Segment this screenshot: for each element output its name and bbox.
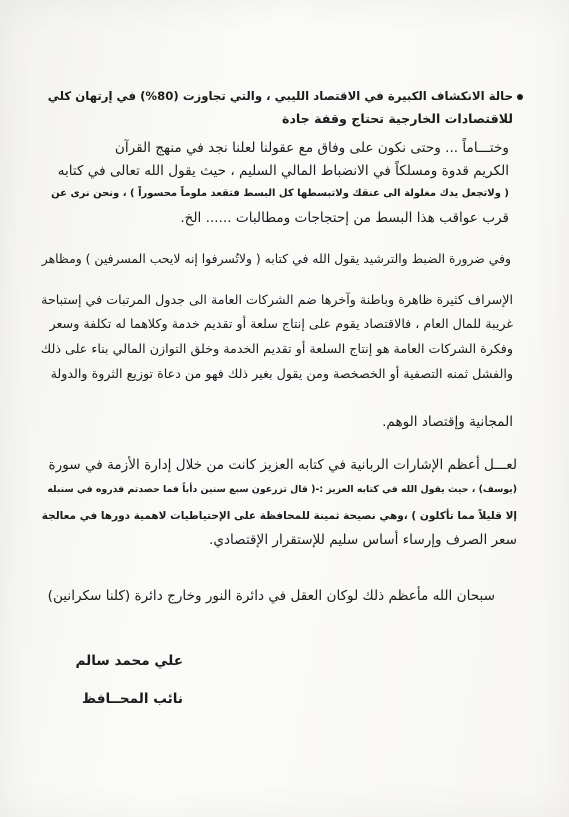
para3-line-4: والفشل ثمنه التصفية أو الخصخصة ومن يقول بغير ذلك فهو من دعاة توزيع الثروة والدولة xyxy=(50,366,513,381)
para1-line-2: الكريم قدوة ومسلكاً في الانضباط المالي السليم ، حيث يقول الله تعالى في كتابه xyxy=(57,163,509,179)
para1-line-3: ( ولاتجعل يدك مغلولة الى عنقك ولاتبسطها كل البسط فتقعد ملوماً محسوراً ) ، ونحن نرى عن xyxy=(51,188,509,199)
para4-line-4: سعر الصرف وإرساء أساس سليم للإستقرار الإقتصادي. xyxy=(209,532,517,548)
para4-line-3: إلا قليلاً مما تأكلون ) ،وهي نصيحة ثمينة للمحافظة على الإحتياطيات لاهمية دورها في معالجة xyxy=(41,510,517,522)
closing-line: سبحان الله مأعظم ذلك لوكان العقل في دائرة النور وخارج دائرة (كلنا سكرانين) xyxy=(47,588,495,604)
para3-line-2: غريبة للمال العام ، فالاقتصاد يقوم على إنتاج سلعة أو تقديم خدمة وكلاهما له تكلفة وسعر xyxy=(49,316,513,331)
para2-line-1: وفي ضرورة الضبط والترشيد يقول الله في كتابه ( ولاتُسرفوا إنه لايحب المسرفين ) ومظاهر xyxy=(41,251,511,266)
signature-title: نائب المحــافظ xyxy=(82,691,183,707)
para4-line-1: لعـــل أعظم الإشارات الربانية في كتابه العزيز كانت من خلال إدارة الأزمة في سورة xyxy=(48,457,517,473)
signature-name: علي محمد سالم xyxy=(75,653,183,669)
para4-line-2: (يوسف) ، حيث يقول الله في كتابه العزيز :-( قال تزرعون سبع سنين دأباً فما حصدتم فذروه في سنبله xyxy=(47,484,517,495)
para1-line-4: قرب عواقب هذا البسط من إحتجاجات ومطالبات ...... الخ. xyxy=(180,210,509,226)
para3-line-1: الإسراف كثيرة ظاهرة وباطنة وآخرها ضم الشركات العامة الى جدول المرتبات في إستباحة xyxy=(41,292,513,307)
para3-line-3: وفكرة الشركات العامة هو إنتاج السلعة أو تقديم الخدمة وخلق التوازن المالي بناء على ذلك xyxy=(40,341,513,356)
para3-line-5: المجانية وإقتصاد الوهم. xyxy=(382,414,513,430)
bullet-icon xyxy=(517,94,523,100)
bullet-line-1: حالة الانكشاف الكبيرة في الاقتصاد الليبي ، والتي تجاوزت (80%) في إرتهان كلي xyxy=(47,89,513,103)
bullet-line-2: للاقتصادات الخارجية تحتاج وقفة جادة xyxy=(282,111,513,126)
para1-line-1: وختـــاماً ... وحتى نكون على وفاق مع عقولنا لعلنا نجد في منهج القرآن xyxy=(114,140,509,156)
